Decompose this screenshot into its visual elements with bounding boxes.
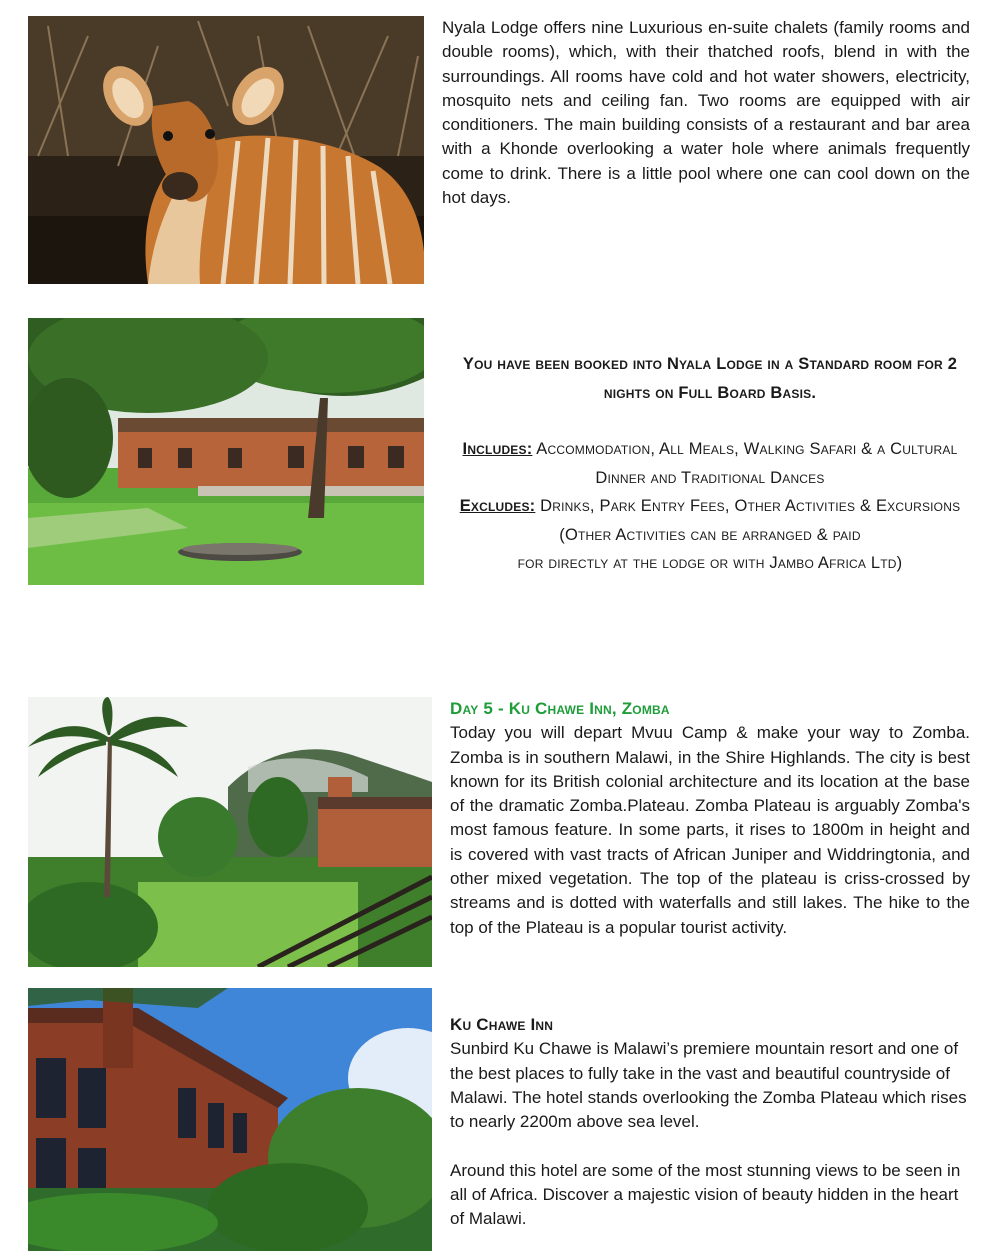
excludes-label: Excludes: bbox=[459, 497, 536, 515]
booking-note-2: for directly at the lodge or with Jambo Africa Ltd) bbox=[517, 554, 903, 572]
nyala-lodge-garden-photo bbox=[28, 318, 424, 585]
booking-line-2: nights on Full Board Basis. bbox=[603, 383, 817, 402]
excludes-text: Drinks, Park Entry Fees, Other Activities & Excursions bbox=[535, 497, 961, 515]
day5-body: Today you will depart Mvuu Camp & make your way to Zomba. Zomba is in southern Malawi, in the Shire Highlands. The city is best known for its British colonial architecture and its location at the base of the dramatic Zomba.Plateau. Zomba Plateau is arguably Zomba's most famous feature. In some parts, it rises to 1800m in height and is covered with vast tracts of African Juniper and Widdringtonia, and other mixed vegetation. The top of the plateau is criss-crossed by streams and is dotted with waterfalls and still lakes. The hike to the top of the Plateau is a popular tourist activity. bbox=[450, 723, 970, 937]
nyala-lodge-description: Nyala Lodge offers nine Luxurious en-suite chalets (family rooms and double rooms), which, with their thatched roofs, blend in with the surroundings. All rooms have cold and hot water showers, electricity, mosquito nets and ceiling fan. Two rooms are equipped with air conditioners. The main building consists of a restaurant and bar area with a Khonde overlooking a water hole where animals frequently come to drink. There is a little pool where one can cool down on the hot days. bbox=[442, 18, 970, 208]
nyala-antelope-photo bbox=[28, 16, 424, 284]
ku-chawe-heading: Ku Chawe Inn bbox=[450, 1015, 554, 1034]
day5-section bbox=[450, 697, 970, 940]
ku-chawe-inn-section bbox=[450, 1013, 970, 1232]
ku-chawe-paragraph-2: Around this hotel are some of the most stunning views to be seen in all of Africa. Discover a majestic vision of beauty hidden in the heart of Malawi. bbox=[450, 1160, 961, 1229]
includes-text-2: Dinner and Traditional Dances bbox=[595, 468, 825, 487]
includes-text: Accommodation, All Meals, Walking Safari & a Cultural bbox=[532, 440, 958, 458]
excludes-line bbox=[440, 492, 980, 521]
includes-label: Includes: bbox=[462, 440, 533, 458]
ku-chawe-inn-photo bbox=[28, 988, 432, 1251]
day5-heading: Day 5 - Ku Chawe Inn, Zomba bbox=[450, 699, 670, 718]
ku-chawe-paragraph-1: Sunbird Ku Chawe is Malawi’s premiere mountain resort and one of the best places to fully take in the vast and beautiful countryside of Malawi. The hotel stands overlooking the Zomba Plateau which rises to nearly 2200m above sea level. bbox=[450, 1039, 967, 1132]
includes-line bbox=[440, 435, 980, 464]
booking-note-1: (Other Activities can be arranged & paid bbox=[559, 525, 861, 544]
booking-details bbox=[440, 350, 980, 578]
ku-chawe-balconies-photo bbox=[28, 697, 432, 967]
booking-line-1: You have been booked into Nyala Lodge in a Standard room for 2 bbox=[462, 355, 958, 373]
